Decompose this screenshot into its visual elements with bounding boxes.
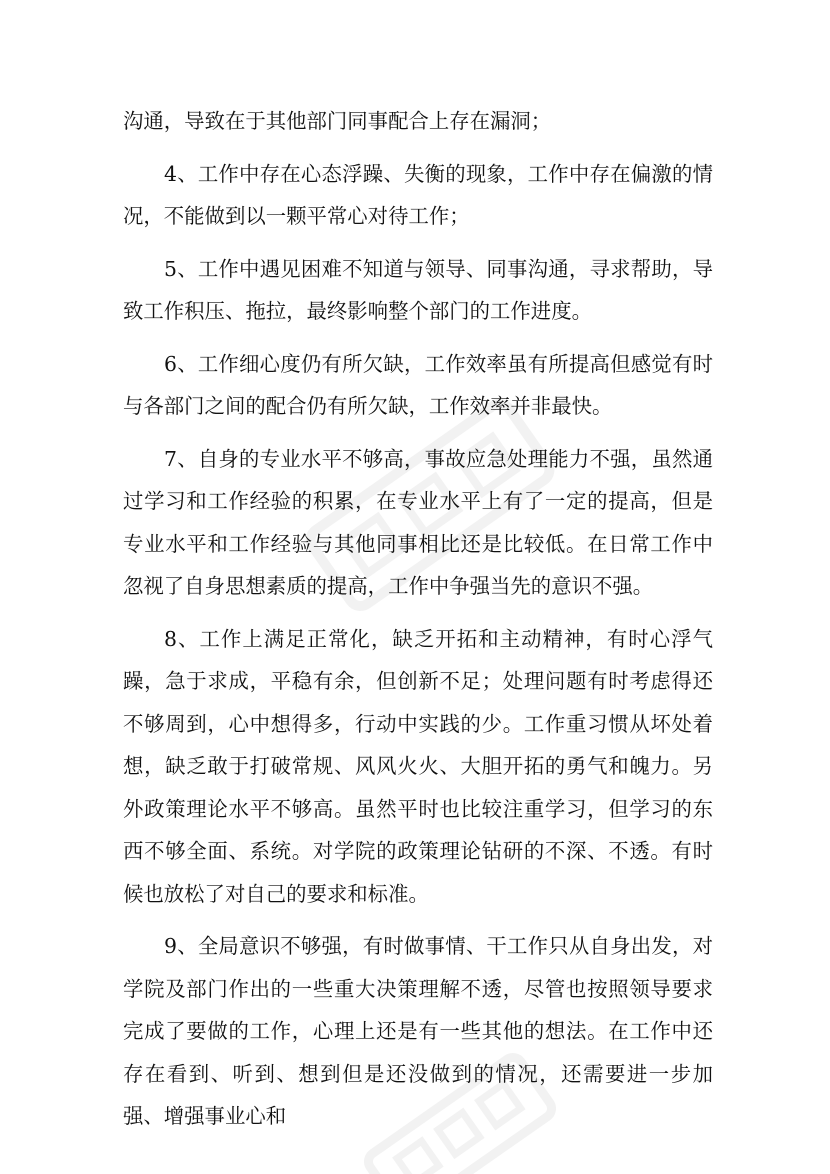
paragraph-item-6: 6、工作细心度仍有所欠缺，工作效率虽有所提高但感觉有时与各部门之间的配合仍有所欠缺，工作效率并非最快。 — [123, 351, 713, 418]
document-body — [123, 100, 713, 1148]
paragraph-item-5: 5、工作中遇见困难不知道与领导、同事沟通，寻求帮助，导致工作积压、拖拉，最终影响整个部门的工作进度。 — [123, 256, 713, 323]
paragraph-item-7: 7、自身的专业水平不够高，事故应急处理能力不强，虽然通过学习和工作经验的积累，在专业水平上有了一定的提高，但是专业水平和工作经验与其他同事相比还是比较低。在日常工作中忽视了自身思想素质的提高，工作中争强当先的意识不强。 — [123, 446, 713, 598]
paragraph-continuation: 沟通，导致在于其他部门同事配合上存在漏洞； — [123, 109, 552, 133]
paragraph-item-8: 8、工作上满足正常化，缺乏开拓和主动精神，有时心浮气躁，急于求成，平稳有余，但创新不足；处理问题有时考虑得还不够周到，心中想得多，行动中实践的少。工作重习惯从坏处着想，缺乏敢于打破常规、风风火火、大胆开拓的勇气和魄力。另外政策理论水平不够高。虽然平时也比较注重学习，但学习的东西不够全面、系统。对学院的政策理论钻研的不深、不透。有时候也放松了对自己的要求和标准。 — [123, 626, 713, 906]
paragraph-item-4: 4、工作中存在心态浮躁、失衡的现象，工作中存在偏激的情况，不能做到以一颗平常心对待工作； — [123, 161, 713, 228]
paragraph-item-9: 9、全局意识不够强，有时做事情、干工作只从自身出发，对学院及部门作出的一些重大决策理解不透，尽管也按照领导要求完成了要做的工作，心理上还是有一些其他的想法。在工作中还存在看到、听到、想到但是还没做到的情况，还需要进一步加强、增强事业心和 — [123, 934, 713, 1128]
